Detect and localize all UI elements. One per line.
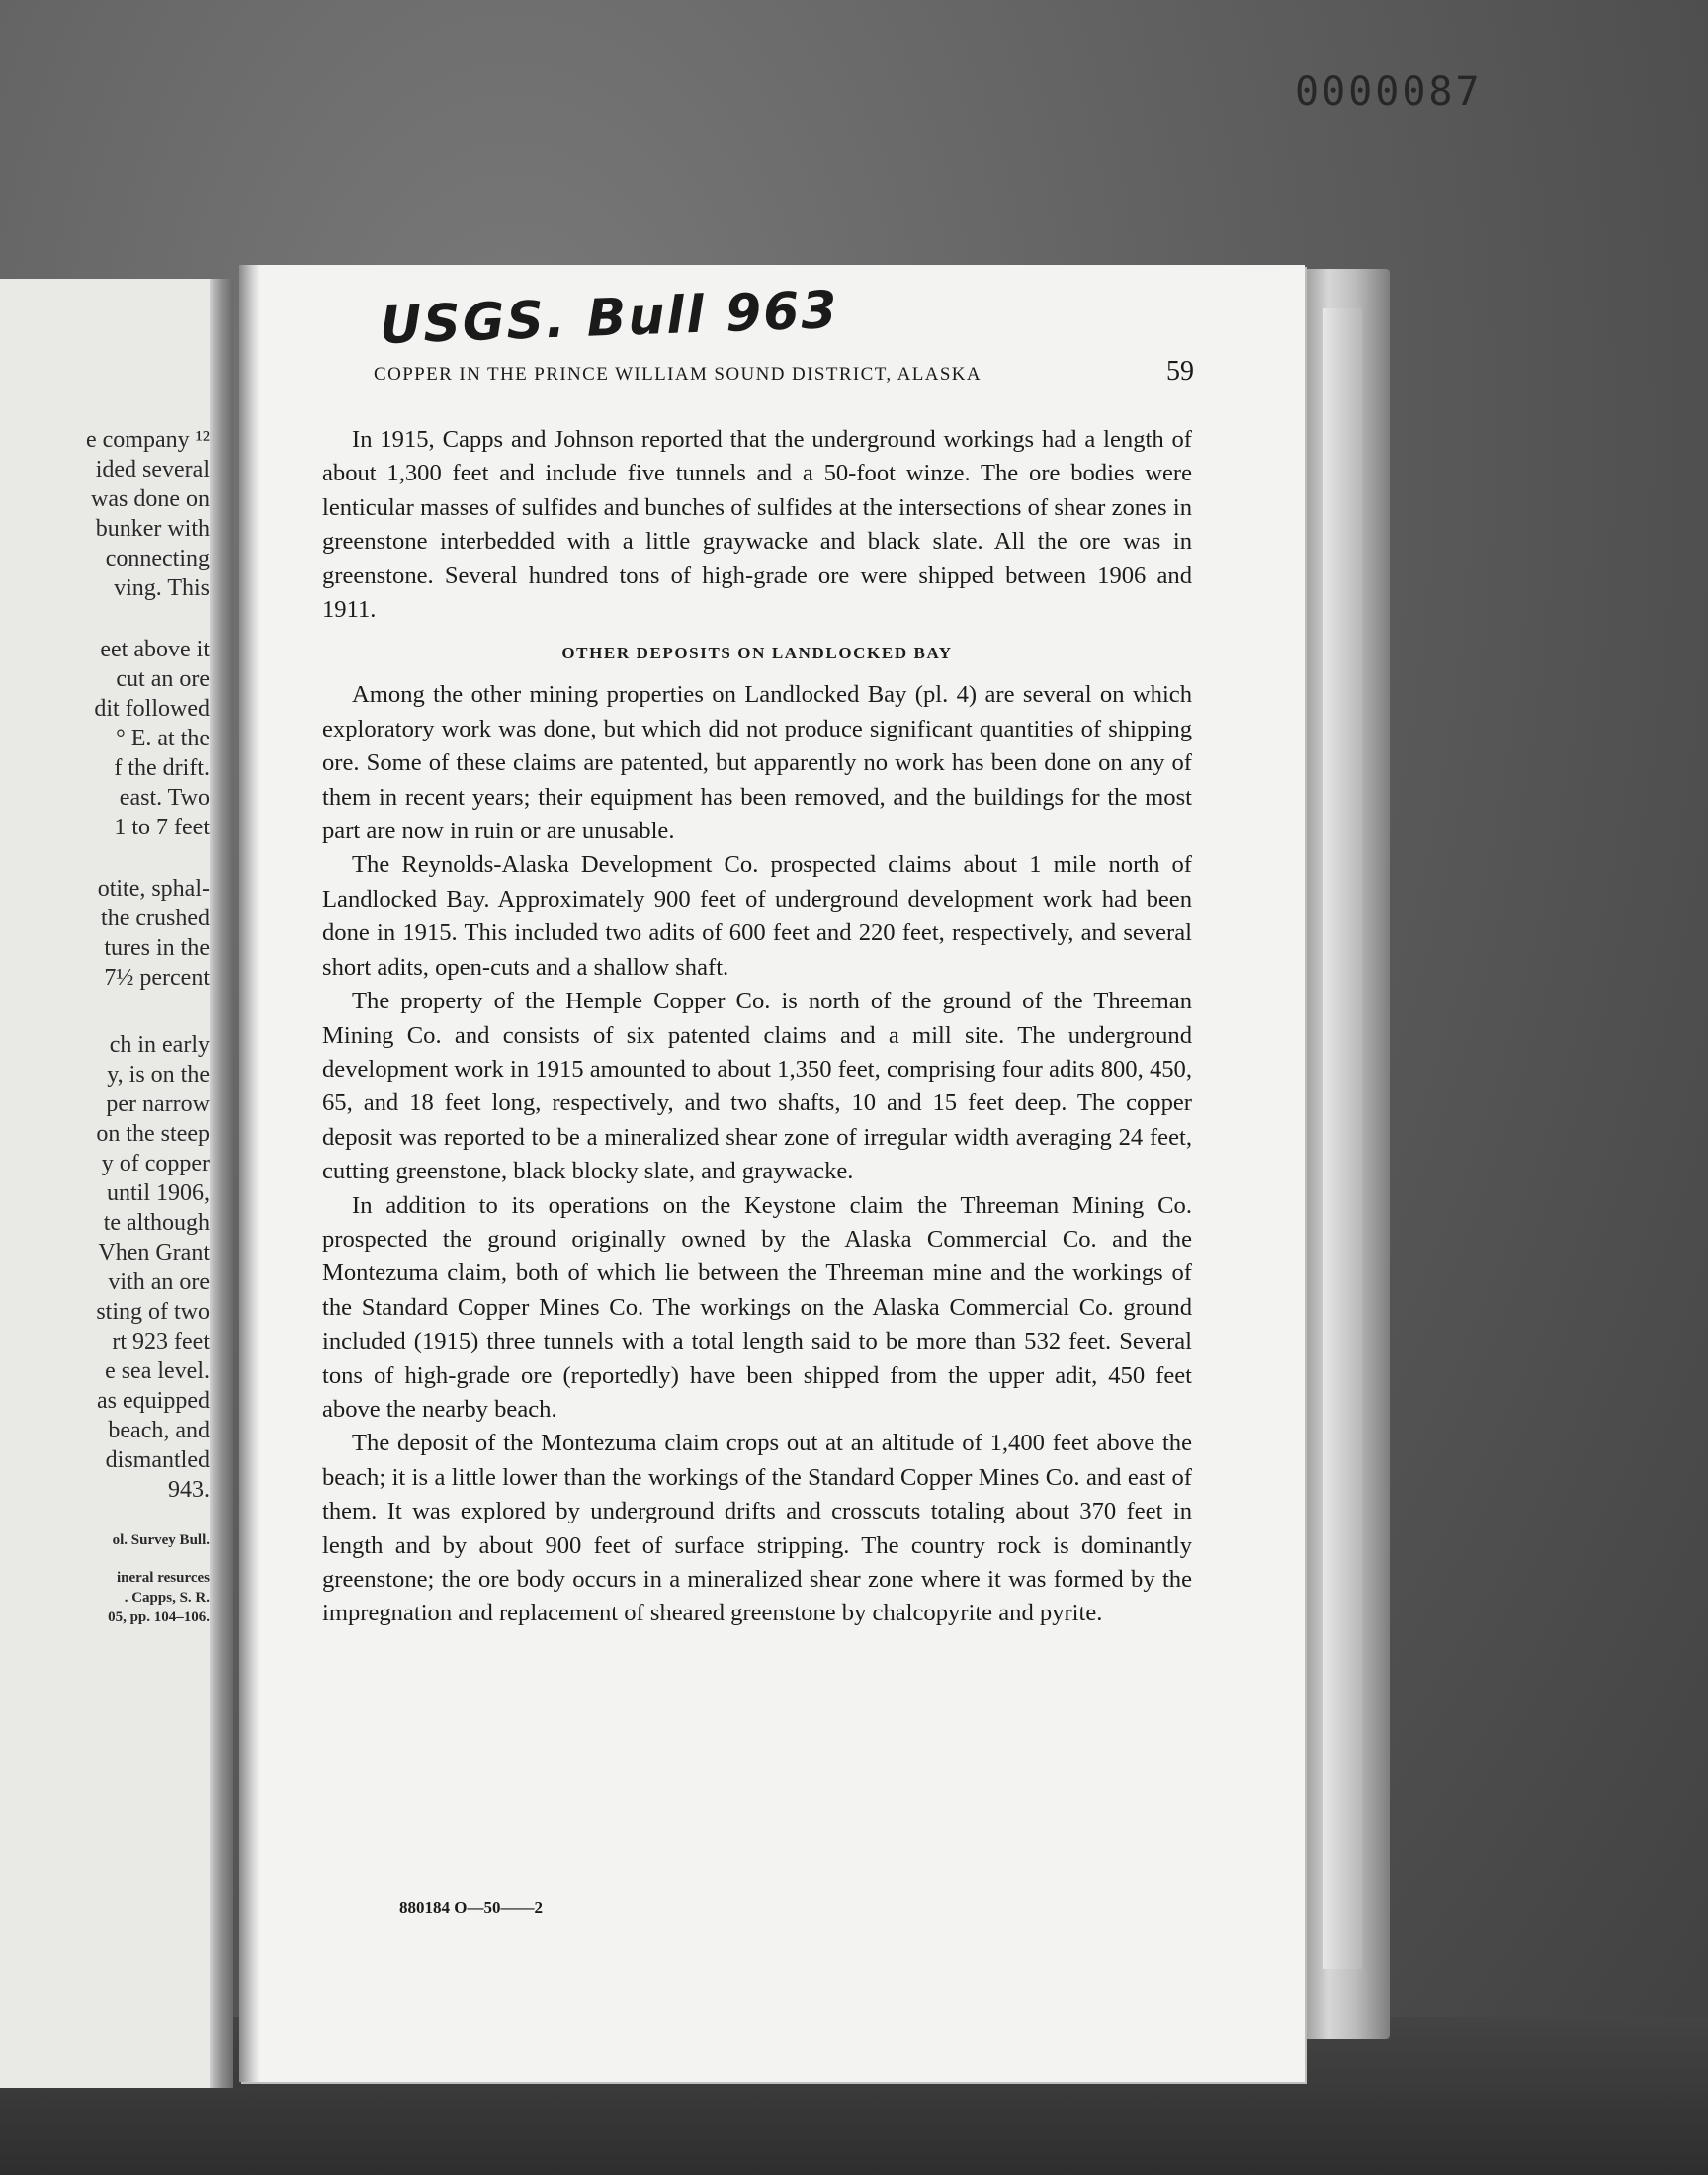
left-page-line: east. Two xyxy=(119,785,210,811)
left-page-line: on the steep xyxy=(96,1121,210,1147)
left-page-line: tures in the xyxy=(104,935,210,961)
paragraph: Among the other mining properties on Landlocked Bay (pl. 4) are several on which exploratory work was done, but which did not produce significant quantities of shipping ore. Some of these claims are patented, but apparently no work has been done on any of them in recent years; their equipment has been removed, and the buildings for the most part are now in ruin or are unusable. xyxy=(322,681,1192,845)
paragraph: In addition to its operations on the Keystone claim the Threeman Mining Co. prospected the ground originally owned by the Alaska Commercial Co. and the Montezuma claim, both of which lie between the Threeman mine and the workings of the Standard Copper Mines Co. The workings on the Alaska Commercial Co. ground included (1915) three tunnels with a total length said to be more than 532 feet. Several tons of high-grade ore (reportedly) have been shipped from the upper adit, 450 feet above the nearby beach. xyxy=(322,1191,1192,1423)
page-spine-shadow xyxy=(239,265,259,2082)
left-page-line: eet above it xyxy=(100,637,210,662)
left-page-line: e sea level. xyxy=(105,1358,210,1384)
book-page xyxy=(239,265,1305,2082)
left-page-footnote: 05, pp. 104–106. xyxy=(108,1610,210,1625)
paragraph: In 1915, Capps and Johnson reported that the underground workings had a length of about 1,300 feet and include five tunnels and a 50-foot winze. The ore bodies were lenticular masses of sulfides and bunches of sulfides at the intersections of shear zones in greenstone interbedded with a little graywacke and black slate. All the ore was in greenstone. Several hundred tons of high-grade ore were shipped between 1906 and 1911. xyxy=(322,426,1192,624)
left-page-line: dismantled xyxy=(105,1447,210,1473)
left-page-line: the crushed xyxy=(101,906,210,931)
left-page-line: f the drift. xyxy=(114,755,210,781)
page-body xyxy=(322,423,1192,1631)
left-page-footnote: . Capps, S. R. xyxy=(124,1590,210,1606)
left-page-line: until 1906, xyxy=(106,1180,210,1206)
paragraph: The property of the Hemple Copper Co. is north of the ground of the Threeman Mining Co. and consists of six patented claims and a mill site. The underground development work in 1915 amounted to about 1,350 feet, comprising four adits 800, 450, 65, and 18 feet long, respectively, and two shafts, 10 and 15 feet deep. The copper deposit was reported to be a mineralized shear zone of irregular width averaging 24 feet, cutting greenstone, black blocky slate, and graywacke. xyxy=(322,988,1192,1185)
left-page-line: e company ¹² xyxy=(85,427,210,453)
left-page-line: per narrow xyxy=(106,1091,210,1117)
page-edge-inner xyxy=(1323,308,1362,1969)
left-page-line: y of copper xyxy=(101,1151,210,1176)
running-head: COPPER IN THE PRINCE WILLIAM SOUND DISTRICT, ALASKA xyxy=(374,364,982,385)
left-page-line: 943. xyxy=(168,1477,210,1503)
left-page-line: y, is on the xyxy=(107,1062,210,1088)
left-page-line: 1 to 7 feet xyxy=(114,815,210,840)
left-page-footnote: ineral resurces xyxy=(116,1570,210,1586)
paragraph: The deposit of the Montezuma claim crops out at an altitude of 1,400 feet above the beach; it is a little lower than the workings of the Standard Copper Mines Co. and east of them. It was explored by underground drifts and crosscuts totaling about 370 feet in length and by about 900 feet of surface stripping. The country rock is dominantly greenstone; the ore body occurs in a mineralized shear zone where it was formed by the impregnation and replacement of sheared greenstone by chalcopyrite and pyrite. xyxy=(322,1430,1192,1627)
left-page-footnote: ol. Survey Bull. xyxy=(112,1532,210,1548)
left-page-line: beach, and xyxy=(108,1418,210,1443)
left-page-line: ving. This xyxy=(114,575,210,601)
left-page-line: sting of two xyxy=(96,1299,210,1325)
left-page-line: bunker with xyxy=(95,516,210,542)
left-page-line: 7½ percent xyxy=(104,965,210,991)
left-page-line: otite, sphal- xyxy=(97,876,210,902)
left-page-line: te although xyxy=(103,1210,210,1236)
left-page-line: Vhen Grant xyxy=(98,1240,210,1265)
left-page-line: rt 923 feet xyxy=(112,1329,210,1354)
page-number: 59 xyxy=(1166,356,1194,387)
left-page-line: connecting xyxy=(105,546,210,571)
left-page-line: cut an ore xyxy=(116,666,210,692)
document-stamp-number: 0000087 xyxy=(1295,69,1483,115)
left-page-line: dit followed xyxy=(94,696,210,722)
left-page-line: was done on xyxy=(91,486,210,512)
section-heading: OTHER DEPOSITS ON LANDLOCKED BAY xyxy=(561,644,953,663)
left-page-line: ided several xyxy=(95,457,210,482)
left-page-gutter xyxy=(210,279,233,2088)
print-code: 880184 O—50——2 xyxy=(399,1898,543,1917)
left-facing-page xyxy=(0,279,233,2088)
left-page-line: ch in early xyxy=(109,1032,210,1058)
left-page-line: as equipped xyxy=(97,1388,210,1414)
handwritten-annotation: USGS. Bull 963 xyxy=(379,280,840,357)
left-page-line: ° E. at the xyxy=(116,726,210,751)
page-edge-stack xyxy=(1303,269,1390,2039)
left-page-line: vith an ore xyxy=(108,1269,210,1295)
paragraph: The Reynolds-Alaska Development Co. prospected claims about 1 mile north of Landlocked Bay. Approximately 900 feet of underground development work had been done in 1915. This included two adits of 600 feet and 220 feet, respectively, and several short adits, open-cuts and a shallow shaft. xyxy=(322,851,1192,981)
